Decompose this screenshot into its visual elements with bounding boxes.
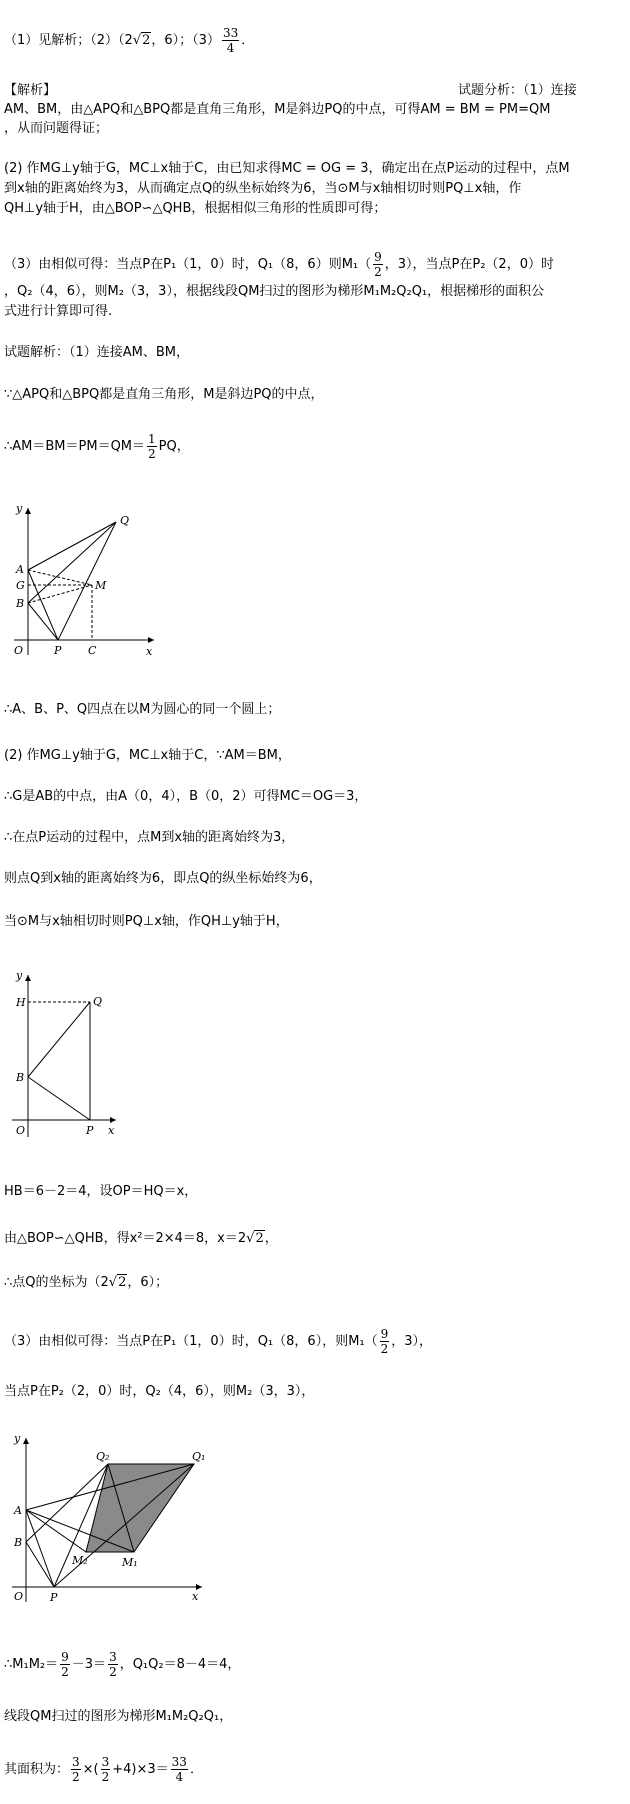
solution-line-8: 则点Q到x轴的距离始终为6，即点Q的纵坐标始终为6， — [4, 871, 322, 886]
svg-text:C: C — [88, 644, 97, 657]
analysis-line-5: QH⊥y轴于H，由△BOP∽△QHB，根据相似三角形的性质即可得； — [4, 201, 387, 216]
figure-3 — [4, 1430, 204, 1605]
solution-line-11: 由△BOP∽△QHB，得x²＝2×4＝8，x＝2√2， — [4, 1231, 278, 1246]
solution-line-4: ∴A、B、P、Q四点在以M为圆心的同一个圆上； — [4, 702, 281, 717]
figure-1 — [4, 500, 164, 660]
solution-line-3: ∴AM＝BM＝PM＝QM＝ $\frac{1}{2}$ PQ， — [4, 432, 190, 461]
analysis-line-1: AM、BM，由△APQ和△BPQ都是直角三角形，M是斜边PQ的中点，可得AM = BM = PM=QM — [4, 102, 551, 117]
sqrt-2: √2 — [246, 1231, 264, 1246]
solution-line-6: ∴G是AB的中点，由A（0，4），B（0，2）可得MC＝OG＝3， — [4, 789, 368, 804]
answer-fraction: $\frac{33}{4}$ — [222, 26, 239, 55]
solution-line-12: ∴点Q的坐标为（2√2，6）； — [4, 1275, 169, 1290]
fraction-1-2: $\frac{1}{2}$ — [148, 432, 156, 461]
fraction-9-2: $\frac{9}{2}$ — [61, 1650, 69, 1679]
fraction-9-2: $\frac{9}{2}$ — [374, 250, 382, 279]
solution-line-15: ∴M₁M₂＝ $\frac{9}{2}$ －3＝ $\frac{3}{2}$ ，Q₁Q₂＝8－4＝4， — [4, 1650, 241, 1679]
svg-text:y: y — [16, 502, 23, 515]
svg-text:P: P — [54, 644, 62, 657]
svg-text:Q: Q — [120, 514, 130, 527]
sqrt-2: √2 — [132, 33, 151, 48]
svg-text:x: x — [192, 1590, 199, 1603]
solution-line-10: HB＝6－2＝4，设OP＝HQ＝x， — [4, 1184, 198, 1199]
svg-text:H: H — [16, 996, 26, 1009]
solution-line-9: 当⊙M与x轴相切时则PQ⊥x轴，作QH⊥y轴于H， — [4, 914, 289, 929]
svg-text:B: B — [16, 597, 25, 610]
solution-line-7: ∴在点P运动的过程中，点M到x轴的距离始终为3， — [4, 830, 295, 845]
svg-text:Q₁: Q₁ — [192, 1450, 206, 1463]
fraction-3-2: $\frac{3}{2}$ — [72, 1755, 80, 1784]
analysis-line-6: （3）由相似可得：当点P在P₁（1，0）时，Q₁（8，6）则M₁（ $\frac{9}{2}$ ，3），当点P在P₂（2，0）时 — [4, 250, 554, 279]
analysis-line-2: ，从而问题得证； — [4, 121, 109, 136]
analysis-line-7: ，Q₂（4，6），则M₂（3，3），根据线段QM扫过的图形为梯形M₁M₂Q₂Q₁，根据梯形的面积公 — [4, 284, 545, 299]
svg-text:x: x — [108, 1124, 115, 1137]
analysis-line-4: 到x轴的距离始终为3，从而确定点Q的纵坐标始终为6，当⊙M与x轴相切时则PQ⊥x轴，作 — [4, 181, 522, 196]
svg-text:Q₂: Q₂ — [96, 1450, 110, 1463]
analysis-label: 【解析】 — [4, 83, 57, 98]
fraction-9-2: $\frac{9}{2}$ — [380, 1327, 389, 1356]
solution-line-14: 当点P在P₂（2，0）时，Q₂（4，6），则M₂（3，3）， — [4, 1384, 315, 1399]
solution-line-5: (2) 作MG⊥y轴于G，MC⊥x轴于C，∵AM＝BM， — [4, 748, 291, 763]
svg-text:B: B — [14, 1536, 23, 1549]
svg-text:x: x — [146, 645, 153, 658]
svg-text:P: P — [50, 1591, 58, 1604]
fraction-33-4: $\frac{33}{4}$ — [171, 1755, 187, 1784]
answer-line: （1）见解析；（2）（2√2，6）；（3） $\frac{33}{4}$ ． — [4, 26, 255, 55]
analysis-line-3: (2) 作MG⊥y轴于G，MC⊥x轴于C，由已知求得MC = OG = 3，确定出在点P运动的过程中，点M — [4, 161, 570, 176]
answer-text-2: ，6）；（3） — [151, 33, 220, 48]
sqrt-2: √2 — [108, 1275, 127, 1290]
fraction-3-2: $\frac{3}{2}$ — [101, 1755, 110, 1784]
solution-line-1: 试题解析：（1）连接AM、BM， — [4, 345, 190, 360]
svg-text:Q: Q — [93, 995, 103, 1008]
fraction-3-2: $\frac{3}{2}$ — [109, 1650, 117, 1679]
analysis-right: 试题分析：（1）连接 — [458, 83, 577, 98]
svg-text:M: M — [95, 579, 107, 592]
svg-text:M₁: M₁ — [122, 1556, 138, 1569]
svg-text:P: P — [86, 1124, 94, 1137]
svg-text:A: A — [16, 563, 24, 576]
svg-text:G: G — [16, 579, 25, 592]
svg-text:O: O — [16, 1124, 26, 1137]
solution-line-16: 线段QM扫过的图形为梯形M₁M₂Q₂Q₁， — [4, 1709, 233, 1724]
svg-text:A: A — [14, 1504, 22, 1517]
analysis-line-8: 式进行计算即可得. — [4, 304, 113, 319]
solution-line-13: （3）由相似可得：当点P在P₁（1，0）时，Q₁（8，6），则M₁（ $\frac{9}{2}$ ，3）， — [4, 1327, 433, 1356]
figure-2 — [4, 965, 134, 1140]
svg-text:O: O — [14, 644, 24, 657]
svg-text:B: B — [16, 1071, 25, 1084]
svg-text:y: y — [16, 969, 23, 982]
solution-line-2: ∵△APQ和△BPQ都是直角三角形，M是斜边PQ的中点， — [4, 387, 324, 402]
solution-line-17: 其面积为： $\frac{3}{2}$ ×( $\frac{3}{2}$ +4)×3＝ $\frac{33}{4}$ ． — [4, 1755, 203, 1784]
answer-text-1: （1）见解析；（2）（2 — [4, 33, 133, 48]
svg-text:M₂: M₂ — [72, 1554, 88, 1567]
svg-text:O: O — [14, 1590, 24, 1603]
svg-text:y: y — [14, 1432, 21, 1445]
